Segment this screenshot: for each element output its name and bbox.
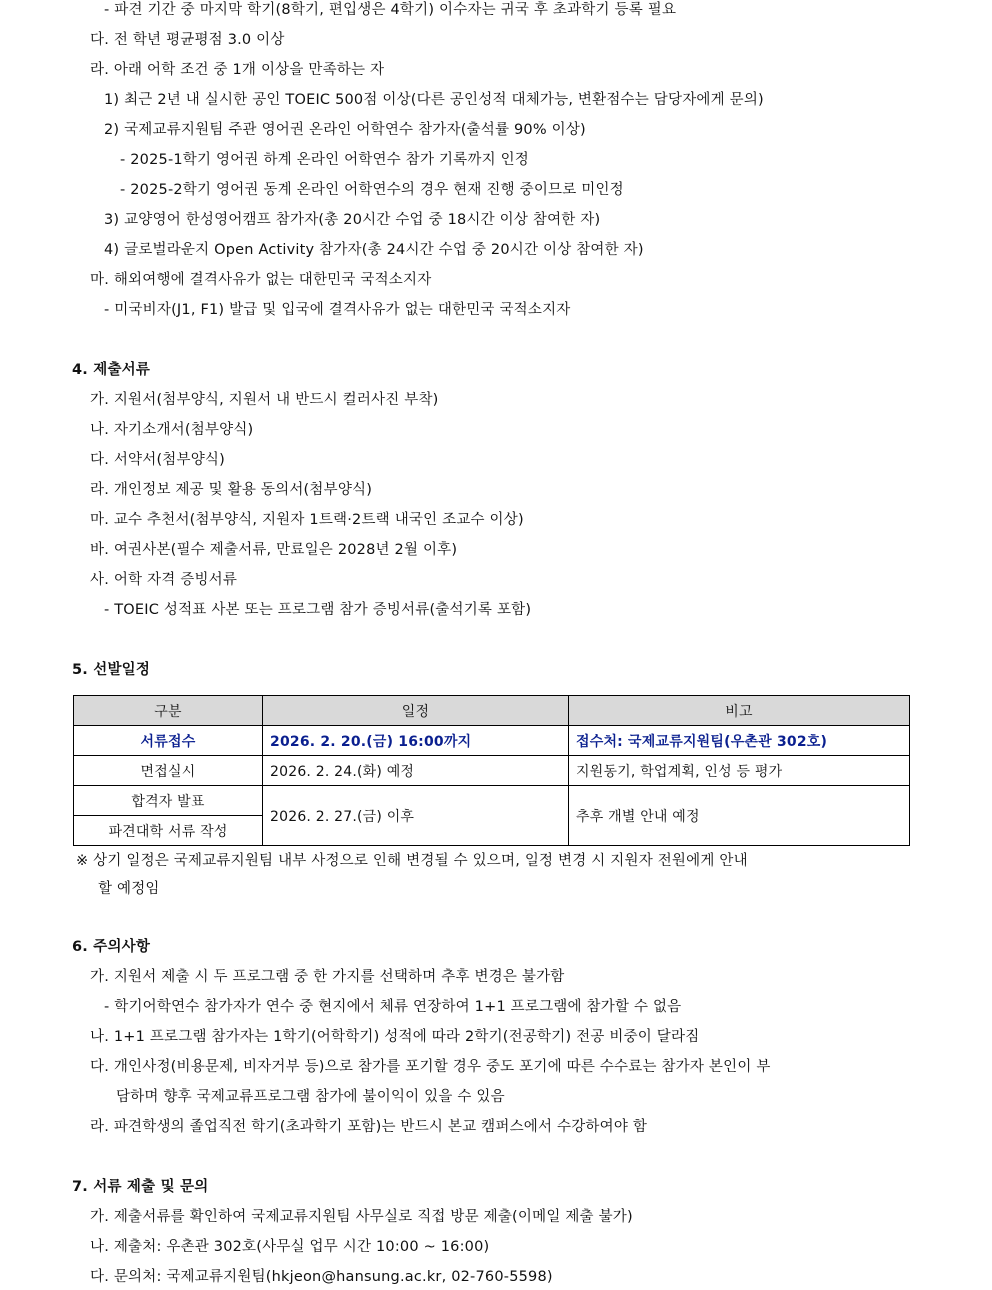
online-note-winter: - 2025-2학기 영어권 동계 온라인 어학연수의 경우 현재 진행 중이므로 미인정 bbox=[120, 182, 624, 198]
language-requirement: 라. 아래 어학 조건 중 1개 이상을 만족하는 자 bbox=[90, 62, 385, 78]
caution-item: 가. 지원서 제출 시 두 프로그램 중 한 가지를 선택하며 추후 변경은 불가함 bbox=[90, 969, 565, 985]
online-note-summer: - 2025-1학기 영어권 하계 온라인 어학연수 참가 기록까지 인정 bbox=[120, 152, 530, 168]
table-row bbox=[74, 726, 910, 756]
section-4-title: 4. 제출서류 bbox=[72, 362, 151, 378]
caution-item-cont: 담하며 향후 국제교류프로그램 참가에 불이익이 있을 수 있음 bbox=[116, 1089, 505, 1105]
schedule-change-note-cont: 할 예정임 bbox=[98, 881, 160, 897]
table-row bbox=[74, 786, 910, 816]
schedule-change-note: ※ 상기 일정은 국제교류지원팀 내부 사정으로 인해 변경될 수 있으며, 일정 변경 시 지원자 전원에게 안내 bbox=[76, 853, 748, 869]
row-category: 면접실시 bbox=[74, 756, 263, 786]
table-row bbox=[74, 756, 910, 786]
document-item: 가. 지원서(첨부양식, 지원서 내 반드시 컬러사진 부착) bbox=[90, 392, 439, 408]
caution-subitem: - 학기어학연수 참가자가 연수 중 현지에서 체류 연장하여 1+1 프로그램에 참가할 수 없음 bbox=[104, 999, 682, 1015]
header-category: 구분 bbox=[74, 696, 263, 726]
document-item: 나. 자기소개서(첨부양식) bbox=[90, 422, 254, 438]
submission-method: 가. 제출서류를 확인하여 국제교류지원팀 사무실로 직접 방문 제출(이메일 제출 불가) bbox=[90, 1209, 633, 1225]
language-option-lounge: 4) 글로벌라운지 Open Activity 참가자(총 24시간 수업 중 20시간 이상 참여한 자) bbox=[104, 242, 644, 258]
row-category: 파견대학 서류 작성 bbox=[74, 816, 263, 846]
section-6-title: 6. 주의사항 bbox=[72, 939, 151, 955]
submission-place: 나. 제출처: 우촌관 302호(사무실 업무 시간 10:00 ~ 16:00) bbox=[90, 1239, 490, 1255]
header-date: 일정 bbox=[263, 696, 569, 726]
visa-requirement: - 미국비자(J1, F1) 발급 및 입국에 결격사유가 없는 대한민국 국적소지자 bbox=[104, 302, 571, 318]
row-date: 2026. 2. 20.(금) 16:00까지 bbox=[263, 726, 569, 756]
section-5-title: 5. 선발일정 bbox=[72, 662, 151, 678]
row-date: 2026. 2. 24.(화) 예정 bbox=[263, 756, 569, 786]
caution-item: 라. 파견학생의 졸업직전 학기(초과학기 포함)는 반드시 본교 캠퍼스에서 수강하여야 함 bbox=[90, 1119, 648, 1135]
document-item: 바. 여권사본(필수 제출서류, 만료일은 2028년 2월 이후) bbox=[90, 542, 458, 558]
language-option-toeic: 1) 최근 2년 내 실시한 공인 TOEIC 500점 이상(다른 공인성적 대체가능, 변환점수는 담당자에게 문의) bbox=[104, 92, 764, 108]
document-item: 마. 교수 추천서(첨부양식, 지원자 1트랙·2트랙 내국인 조교수 이상) bbox=[90, 512, 524, 528]
document-item: 라. 개인정보 제공 및 활용 동의서(첨부양식) bbox=[90, 482, 373, 498]
section-7-title: 7. 서류 제출 및 문의 bbox=[72, 1179, 209, 1195]
nationality-requirement: 마. 해외여행에 결격사유가 없는 대한민국 국적소지자 bbox=[90, 272, 432, 288]
document-item: 사. 어학 자격 증빙서류 bbox=[90, 572, 238, 588]
row-date: 2026. 2. 27.(금) 이후 bbox=[263, 786, 569, 846]
schedule-table bbox=[73, 695, 910, 846]
row-note: 지원동기, 학업계획, 인성 등 평가 bbox=[569, 756, 910, 786]
document-item: 다. 서약서(첨부양식) bbox=[90, 452, 225, 468]
document-subitem: - TOEIC 성적표 사본 또는 프로그램 참가 증빙서류(출석기록 포함) bbox=[104, 602, 532, 618]
table-header-row bbox=[74, 696, 910, 726]
gpa-requirement: 다. 전 학년 평균평점 3.0 이상 bbox=[90, 32, 285, 48]
caution-item: 다. 개인사정(비용문제, 비자거부 등)으로 참가를 포기할 경우 중도 포기에 따른 수수료는 참가자 본인이 부 bbox=[90, 1059, 771, 1075]
contact-info: 다. 문의처: 국제교류지원팀(hkjeon@hansung.ac.kr, 02-760-5598) bbox=[90, 1269, 553, 1285]
caution-item: 나. 1+1 프로그램 참가자는 1학기(어학학기) 성적에 따라 2학기(전공학기) 전공 비중이 달라짐 bbox=[90, 1029, 700, 1045]
row-category: 서류접수 bbox=[74, 726, 263, 756]
row-note: 추후 개별 안내 예정 bbox=[569, 786, 910, 846]
overrun-semester-note: - 파견 기간 중 마지막 학기(8학기, 편입생은 4학기) 이수자는 귀국 후 초과학기 등록 필요 bbox=[104, 2, 677, 18]
row-category: 합격자 발표 bbox=[74, 786, 263, 816]
language-option-camp: 3) 교양영어 한성영어캠프 참가자(총 20시간 수업 중 18시간 이상 참여한 자) bbox=[104, 212, 601, 228]
row-note: 접수처: 국제교류지원팀(우촌관 302호) bbox=[569, 726, 910, 756]
header-note: 비고 bbox=[569, 696, 910, 726]
language-option-online: 2) 국제교류지원팀 주관 영어권 온라인 어학연수 참가자(출석률 90% 이상) bbox=[104, 122, 586, 138]
